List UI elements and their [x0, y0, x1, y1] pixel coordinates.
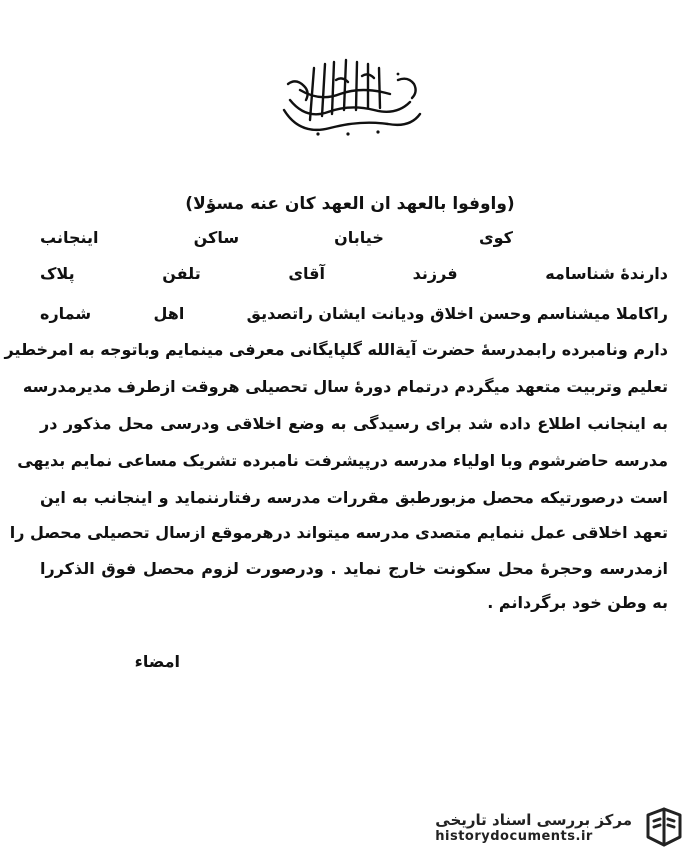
watermark	[388, 797, 688, 857]
body-line-4: دارم ونامبرده رابمدرسهٔ حضرت آیةالله گلپایگانی معرفی مینمایم وباتوجه به امرخطیر	[4, 340, 668, 359]
label-area: کوی	[478, 228, 513, 247]
label-phone: تلفن	[162, 264, 201, 283]
label-undersigned: اینجانب	[40, 228, 99, 247]
book-stack-icon	[640, 803, 688, 851]
body-line-9: تعهد اخلاقی عمل ننمایم متصدی مدرسه میتواند درهرموقع ازسال تحصیلی محصل را	[9, 523, 668, 542]
watermark-url: historydocuments.ir	[435, 828, 593, 844]
label-child: فرزند	[412, 264, 458, 283]
label-number: شماره	[40, 304, 92, 323]
watermark-title: مرکز بررسی اسناد تاریخی	[435, 810, 632, 829]
form-line-2	[40, 262, 668, 286]
label-from: اهل	[153, 304, 185, 323]
form-line-3	[40, 302, 668, 326]
text-certify: راکاملا میشناسم وحسن اخلاق ودیانت ایشان راتصدیق	[246, 304, 668, 323]
body-line-11: به وطن خود برگردانم .	[487, 593, 668, 612]
label-plate: پلاک	[40, 264, 75, 283]
document-heading: (واوفوا بالعهد ان العهد کان عنه مسؤلا)	[185, 194, 515, 214]
body-line-10: ازمدرسه وحجرهٔ محل سکونت خارج نماید . ودرصورت لزوم محصل فوق الذکررا	[40, 559, 668, 578]
label-street: خیابان	[334, 228, 384, 247]
label-id-holder: دارندهٔ شناسامه	[545, 264, 668, 283]
body-line-5: تعلیم وتربیت متعهد میگردم درتمام دورهٔ سال تحصیلی هروقت ازطرف مدیرمدرسه	[22, 377, 668, 396]
form-line-1	[40, 226, 668, 250]
label-mister: آقای	[288, 264, 325, 283]
watermark-text	[435, 811, 632, 844]
signature-label: امضاء	[134, 652, 180, 671]
label-resident: ساکن	[193, 228, 240, 247]
body-line-8: است درصورتیکه محصل مزبورطبق مقررات مدرسه رفتارننماید و اینجانب به این	[40, 488, 668, 507]
basmala-calligraphy	[270, 50, 430, 142]
basmala-calligraphy-icon	[270, 50, 430, 142]
body-line-7: مدرسه حاضرشوم وبا اولیاء مدرسه درپیشرفت نامبرده تشریک مساعی نمایم بدیهی	[17, 451, 668, 470]
body-line-6: به اینجانب اطلاع داده شد برای رسیدگی به وضع اخلاقی ودرسی محل مذکور در	[40, 414, 668, 433]
